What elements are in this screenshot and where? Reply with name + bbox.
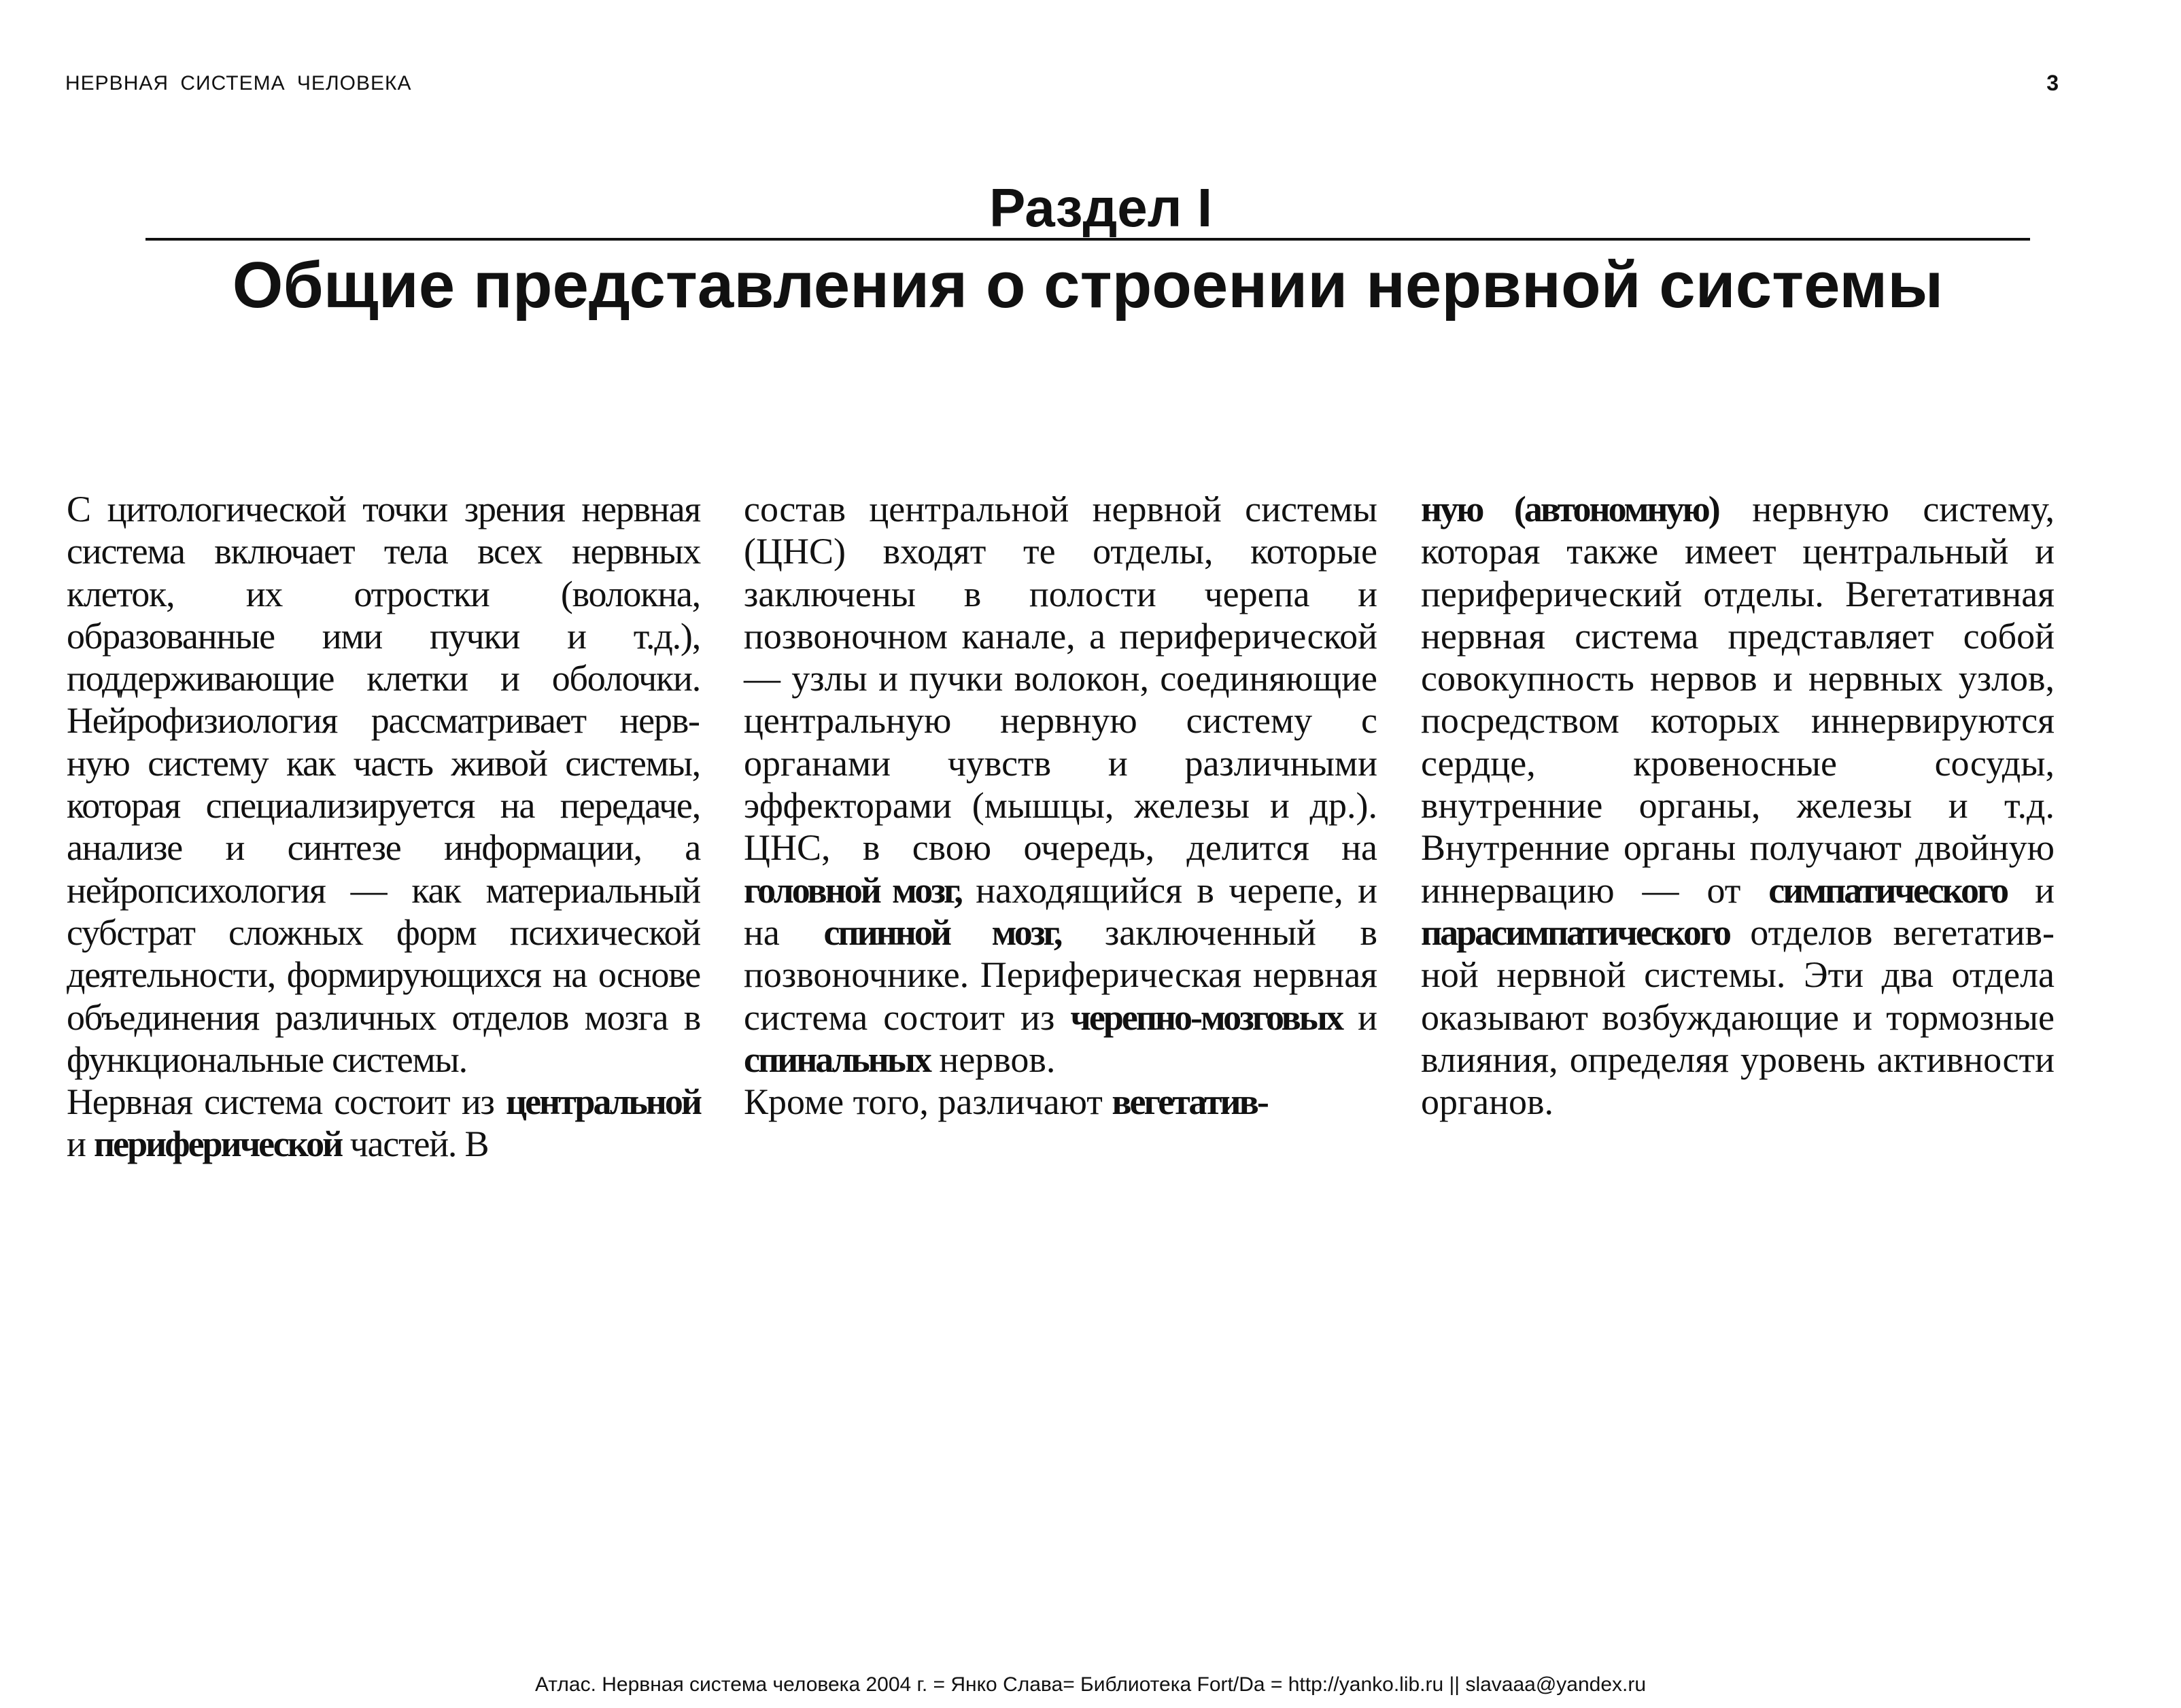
text-column-3 xyxy=(1421,488,2055,1123)
bold-term: центральной xyxy=(506,1081,700,1123)
text-column-1 xyxy=(67,488,700,1166)
bold-term: спинальных xyxy=(744,1039,930,1080)
section-label: Раздел I xyxy=(989,177,1213,238)
paragraph: ную (автономную) нервную систему, которая также имеет центральный и периферический отделы. Вегетативная нервная система представляет собой совокупность нервов и нервных узлов, посредством которых иннервируются сердце, кровеносные сосуды, внутренние органы, железы и т.д. Внутренние органы получают двойную иннервацию — от симпатического и парасимпатического отделов вегетативной нервной системы. Эти два отдела оказывают возбуждающие и тормозные влияния, определяя уровень активности органов. xyxy=(1421,489,2055,1123)
paragraph: С цитологической точки зрения нервная система включает тела всех нервных клеток, их отростки (волокна, образованные ими пучки и т.д.), поддерживающие клетки и оболочки. Нейрофизиология рассматривает нервную систему как часть живой системы, которая специализируется на передаче, анализе и синтезе информации, а нейропсихология — как материальный субстрат сложных форм психической деятельности, формирующихся на основе объединения различных отделов мозга в функциональные системы. xyxy=(67,489,700,1080)
bold-term: черепно-мозговых xyxy=(1070,996,1342,1038)
running-header: НЕРВНАЯ СИСТЕМА ЧЕЛОВЕКА xyxy=(65,72,412,94)
paragraph: Нервная система состоит из центральной и периферической частей. В xyxy=(67,1081,700,1165)
bold-term: симпатического xyxy=(1768,869,2008,911)
bold-term: парасимпатического xyxy=(1421,911,1730,953)
bold-term: периферической xyxy=(94,1123,342,1165)
section-heading xyxy=(145,175,2030,246)
section-title: Общие представления о строении нервной системы xyxy=(232,249,1944,321)
page-footer: Атлас. Нервная система человека 2004 г. = Янко Слава= Библиотека Fort/Da = http://yanko.lib.ru || slavaaa@yandex.ru xyxy=(534,1673,1647,1696)
bold-term: вегетатив- xyxy=(1112,1081,1267,1123)
bold-term: ную (автономную) xyxy=(1421,489,1719,529)
page-number: 3 xyxy=(2046,71,2059,95)
bold-term: головной мозг, xyxy=(744,869,961,911)
paragraph: Кроме того, различают вегетатив- xyxy=(744,1081,1267,1123)
bold-term: спинной мозг, xyxy=(823,911,1061,953)
text-column-2 xyxy=(744,488,1377,1123)
paragraph: состав центральной нервной системы (ЦНС) входят те отделы, которые заключены в полости черепа и позвоночном канале, а периферической — узлы и пучки волокон, соединяющие центральную нервную систему с органами чувств и различными эффекторами (мышцы, железы и др.). ЦНС, в свою очередь, делится на головной мозг, находящийся в черепе, и на спинной мозг, заключенный в позвоночнике. Периферическая нервная система состоит из черепно-мозговых и спинальных нервов. xyxy=(744,489,1377,1080)
